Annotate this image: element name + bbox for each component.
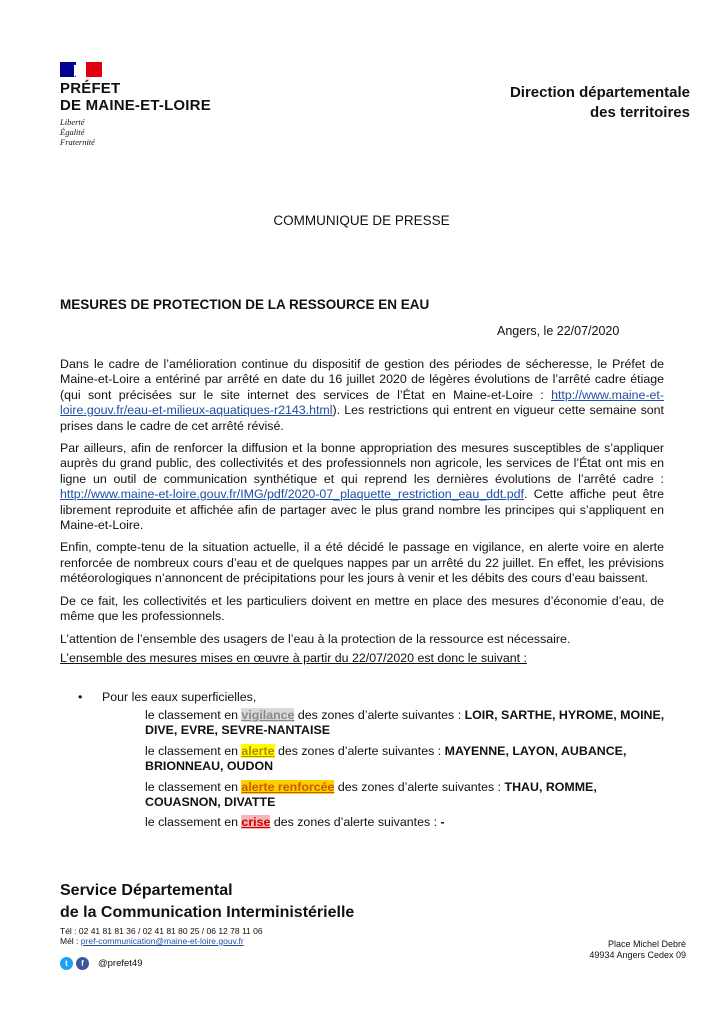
- service-line1: Service Départemental: [60, 882, 233, 899]
- eau-milieux-link[interactable]: http://www.maine-et-loire.gouv.fr/eau-et-milieux-aquatiques-r2143.html: [60, 387, 664, 418]
- motto-egalite: Égalité: [60, 127, 85, 137]
- phone-numbers: Tél : 02 41 81 81 36 / 02 41 81 80 25 / 06 12 78 11 06: [60, 926, 263, 936]
- zone-alerte: le classement en alerte des zones d’alerte suivantes : MAYENNE, LAYON, AUBANCE, BRIONNEAU, OUDON: [145, 743, 627, 774]
- twitter-icon[interactable]: t: [60, 957, 73, 970]
- postal-address: [589, 939, 686, 961]
- direction-line1: Direction départementale: [509, 84, 690, 101]
- zone-crise: le classement en crise des zones d’alerte suivantes : -: [145, 815, 445, 830]
- marianne-logo: [60, 62, 102, 77]
- social-links: [60, 957, 143, 970]
- address-line2: 49934 Angers Cedex 09: [589, 950, 686, 960]
- bullet-text: Pour les eaux superficielles,: [102, 690, 257, 704]
- prefet-line1: PRÉFET: [60, 80, 121, 97]
- direction-line2: des territoires: [589, 104, 690, 121]
- service-line2: de la Communication Interministérielle: [60, 904, 355, 921]
- plaquette-link[interactable]: http://www.maine-et-loire.gouv.fr/IMG/pdf/2020-07_plaquette_restriction_eau_ddt.pdf: [60, 487, 524, 502]
- zone-alerte-renforcee: le classement en alerte renforcée des zones d’alerte suivantes : THAU, ROMME, COUASNON, DIVATTE: [145, 779, 597, 810]
- email-line: Mél : pref-communication@maine-et-loire.gouv.fr: [60, 936, 244, 946]
- level-alerte-renforcee-badge: alerte renforcée: [241, 779, 335, 794]
- level-crise-badge: crise: [241, 815, 271, 830]
- direction-title: [390, 83, 690, 123]
- social-handle: @prefet49: [98, 958, 143, 969]
- bullet-item: [78, 690, 256, 704]
- email-link[interactable]: pref-communication@maine-et-loire.gouv.fr: [80, 936, 244, 946]
- prefet-name: [60, 80, 211, 114]
- motto-liberte: Liberté: [60, 117, 85, 127]
- zones-list: [145, 708, 675, 836]
- zone-vigilance: le classement en vigilance des zones d’alerte suivantes : LOIR, SARTHE, HYROME, MOINE, DIVE, EVRE, SEVRE-NANTAISE: [145, 708, 665, 738]
- document-title: MESURES DE PROTECTION DE LA RESSOURCE EN EAU: [60, 297, 430, 312]
- paragraph-5: L’attention de l’ensemble des usagers de l’eau à la protection de la ressource est nécessaire.: [60, 631, 571, 646]
- press-body: [60, 357, 664, 654]
- communique-heading: COMMUNIQUE DE PRESSE: [273, 213, 450, 228]
- measures-intro: L’ensemble des mesures mises en œuvre à partir du 22/07/2020 est donc le suivant :: [60, 651, 527, 665]
- contact-info: [60, 926, 263, 946]
- level-alerte-badge: alerte: [241, 743, 275, 758]
- zone-list-alerte: MAYENNE, LAYON, AUBANCE, BRIONNEAU, OUDON: [145, 743, 627, 774]
- facebook-icon[interactable]: f: [76, 957, 89, 970]
- motto-fraternite: Fraternité: [60, 137, 95, 147]
- paragraph-2: Par ailleurs, afin de renforcer la diffusion et la bonne appropriation des mesures susceptibles de s’appliquer auprès du grand public, des collectivités et des professionnels non agricole, les services de l’État ont mis en ligne un outil de communication synthétique et qui reprend les dernières évolutions de l’arrêté cadre : http://www.maine-et-loire.gouv.fr/IMG/pdf/2020-07_plaquette_restriction_eau_ddt.pdf. Cette affiche peut être librement reproduite et affichée afin de partager avec le plus grand nombre les principes qui s’appliquent en Maine-et-Loire.: [60, 441, 664, 533]
- paragraph-3: Enfin, compte-tenu de la situation actuelle, il a été décidé le passage en vigilance, en alerte voire en alerte renforcée de nombreux cours d’eau et de quelques nappes par un arrêté du 22 juillet. En effet, les prévisions météorologiques n’annoncent de précipitations pour les jours à venir et les débits des cours d’eau baissent.: [60, 540, 664, 586]
- zone-list-vigilance: LOIR, SARTHE, HYROME, MOINE, DIVE, EVRE, SEVRE-NANTAISE: [145, 708, 665, 738]
- service-title: [60, 880, 354, 924]
- address-line1: Place Michel Debré: [607, 939, 686, 949]
- zone-list-alerte-renforcee: THAU, ROMME, COUASNON, DIVATTE: [145, 779, 597, 810]
- document-date: Angers, le 22/07/2020: [497, 324, 620, 338]
- zone-list-crise: -: [440, 815, 445, 830]
- bullet-icon: •: [78, 690, 83, 704]
- prefet-line2: DE MAINE-ET-LOIRE: [60, 97, 211, 114]
- paragraph-4: De ce fait, les collectivités et les particuliers doivent en mettre en place des mesures d’économie d’eau, de même que les professionnels.: [60, 593, 664, 624]
- level-vigilance-badge: vigilance: [241, 708, 295, 722]
- republic-motto: [60, 117, 95, 147]
- paragraph-1: Dans le cadre de l’amélioration continue du dispositif de gestion des périodes de sécheresse, le Préfet de Maine-et-Loire a entériné par arrêté en date du 16 juillet 2020 de légères évolutions de l’arrêté cadre étiage (qui sont précisées sur le site internet des services de l’État en Maine-et-Loire : http://www.maine-et-loire.gouv.fr/eau-et-milieux-aquatiques-r2143.html). Les restrictions qui entrent en vigueur cette semaine sont prises dans le cadre de cet arrêté révisé.: [60, 357, 664, 433]
